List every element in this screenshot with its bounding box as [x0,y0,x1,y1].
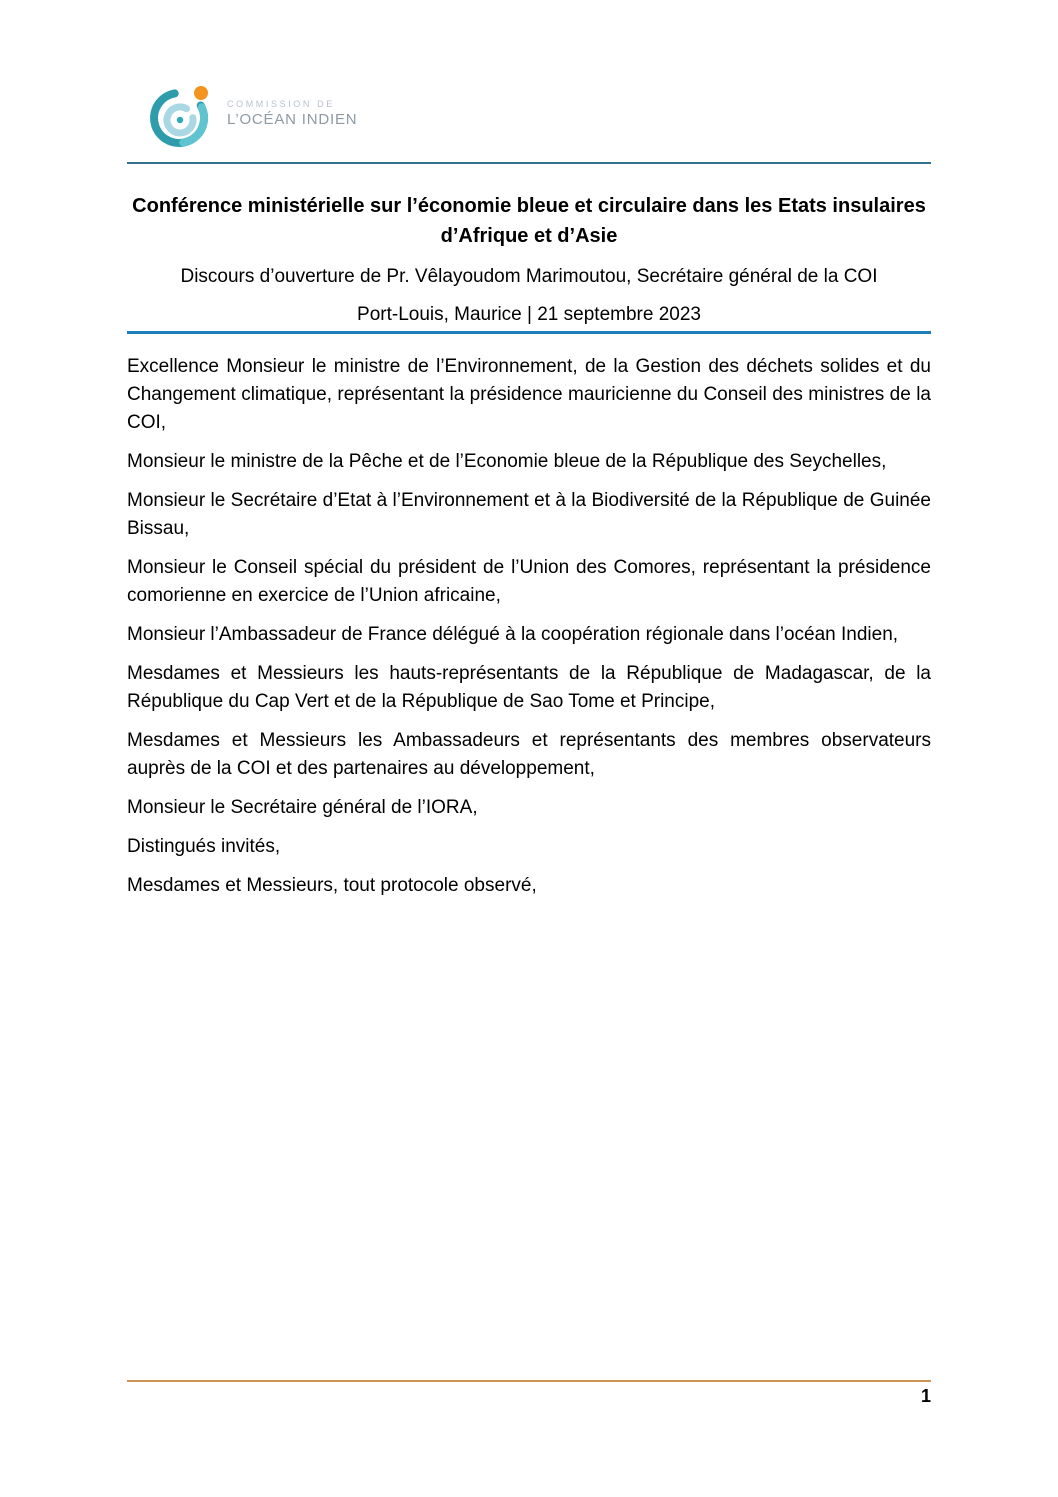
paragraph: Mesdames et Messieurs les hauts-représentants de la République de Madagascar, de la République du Cap Vert et de la République de Sao Tome et Principe, [127,663,931,712]
top-rule [127,162,931,164]
document-title: Conférence ministérielle sur l’économie bleue et circulaire dans les Etats insulaires d’Afrique et d’Asie [132,195,926,247]
coi-swirl-logo-icon [149,80,217,148]
header-rule [127,331,931,334]
paragraph: Monsieur le Secrétaire d’Etat à l’Environnement et à la Biodiversité de la République de Guinée Bissau, [127,490,931,539]
paragraph: Mesdames et Messieurs les Ambassadeurs et représentants des membres observateurs auprès de la COI et des partenaires au développement, [127,730,931,779]
paragraph: Monsieur le ministre de la Pêche et de l’Economie bleue de la République des Seychelles, [127,451,887,472]
paragraph: Monsieur l’Ambassadeur de France délégué à la coopération régionale dans l’océan Indien, [127,624,899,645]
paragraph: Mesdames et Messieurs, tout protocole observé, [127,875,537,896]
document-subtitle: Discours d’ouverture de Pr. Vêlayoudom Marimoutou, Secrétaire général de la COI [180,266,878,287]
page-number: 1 [920,1386,931,1406]
logo-org-small-label: COMMISSION DE [227,98,335,109]
page-footer [127,1380,931,1406]
logo-org-name-label: L’OCÉAN INDIEN [227,110,358,128]
document-dateline: Port-Louis, Maurice | 21 septembre 2023 [357,304,701,325]
page-header-logo [149,0,931,148]
logo-wordmark [227,100,357,128]
logo-center-dot [177,117,183,123]
paragraph: Monsieur le Secrétaire général de l’IORA, [127,797,478,818]
footer-rule [127,1380,931,1382]
logo-orange-dot [194,86,208,100]
paragraph: Distingués invités, [127,836,281,857]
paragraph: Monsieur le Conseil spécial du président de l’Union des Comores, représentant la présidence comorienne en exercice de l’Union africaine, [127,557,931,606]
document-body [127,353,931,900]
paragraph: Excellence Monsieur le ministre de l’Environnement, de la Gestion des déchets solides et du Changement climatique, représentant la présidence mauricienne du Conseil des ministres de la COI, [127,356,931,433]
